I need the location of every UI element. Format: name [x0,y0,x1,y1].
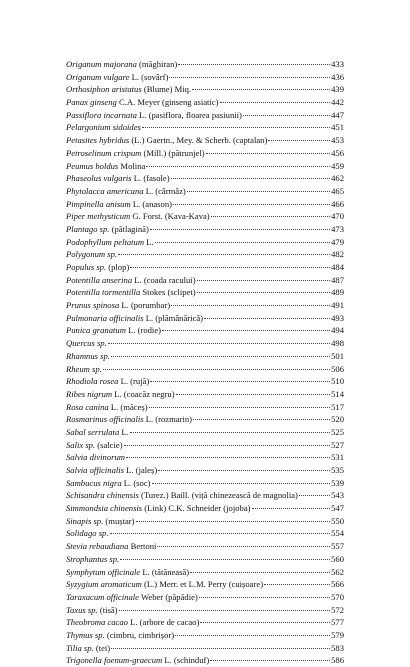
scientific-name: Rheum sp. [66,363,102,374]
entry-name [66,71,168,84]
common-name: (muștar) [103,515,135,526]
page-number: 487 [331,274,344,285]
page-number: 586 [331,655,344,666]
scientific-name: Podophyllum peltatum [66,236,145,247]
entry-name [66,553,119,566]
entry-name [66,83,191,96]
toc-entry [66,236,344,249]
scientific-name: Panax ginseng [66,97,117,108]
dot-leader [142,127,330,128]
page-number: 520 [331,414,344,425]
entry-name [66,439,123,452]
dot-leader [210,660,330,661]
entry-name [66,654,209,667]
toc-entry [66,426,344,439]
entry-name [66,527,109,540]
common-name: L. (rujă) [118,376,150,387]
dot-leader [118,254,330,255]
dot-leader [197,292,330,293]
scientific-name: Piper methysticum [66,211,131,222]
page-number: 491 [331,300,344,311]
scientific-name: Simmondsia chinensis [66,503,143,514]
common-name: Molina [118,160,146,171]
scientific-name: Theobroma cacao [66,617,128,628]
scientific-name: Orthosiphon aristatus [66,84,142,95]
toc-entry [66,515,344,528]
dot-leader [108,343,330,344]
entry-name [66,96,219,109]
scientific-name: Stevia rebaudiana [66,541,129,552]
dot-leader [193,419,330,420]
toc-entry [66,147,344,160]
common-name: L. (plămânărică) [143,312,203,323]
scientific-name: Origanum majorana [66,59,137,69]
entry-name [66,426,129,439]
toc-entry [66,58,344,71]
scientific-name: Quercus sp. [66,338,107,349]
scientific-name: Potentilla tormentilla [66,287,141,298]
dot-leader [252,508,331,509]
page-number: 479 [331,236,344,247]
dot-leader [268,140,330,141]
entry-name [66,464,157,477]
page-number: 562 [331,566,344,577]
toc-entry [66,134,344,147]
entry-name [66,58,177,71]
dot-leader [199,597,330,598]
page-number: 583 [331,642,344,653]
scientific-name: Thymus sp. [66,629,105,640]
common-name: L. (cârmâz) [143,185,186,196]
scientific-name: Salvia officinalis [66,465,125,475]
dot-leader [243,115,330,116]
toc-entry [66,489,344,502]
toc-entry [66,464,344,477]
toc-entry [66,274,344,287]
common-name: Stokes (sclipet) [140,287,196,298]
toc-entry [66,629,344,642]
toc-entry [66,96,344,109]
page-number: 501 [331,350,344,361]
toc-entry [66,71,344,84]
entry-name [66,604,118,617]
common-name: L. (soc) [121,477,151,488]
page-number: 525 [331,426,344,437]
common-name: L. (schinduf) [162,655,210,666]
toc-entry [66,527,344,540]
page-number: 466 [331,198,344,209]
page-number: 577 [331,617,344,628]
page-number: 439 [331,84,344,95]
toc-entry [66,413,344,426]
page-number: 572 [331,604,344,615]
dot-leader [176,394,331,395]
page-number: 531 [331,452,344,463]
toc-entry [66,121,344,134]
page-number: 459 [331,160,344,171]
common-name: L. [119,426,129,437]
toc-entry [66,642,344,655]
common-name: (salcie) [95,439,123,450]
toc-entry [66,451,344,464]
page-number: 489 [331,287,344,298]
entry-name [66,172,170,185]
toc-entry [66,375,344,388]
entry-name [66,121,141,134]
entry-name [66,375,149,388]
page-number: 465 [331,185,344,196]
entry-name [66,312,203,325]
page-number: 506 [331,363,344,374]
dot-leader [299,495,330,496]
common-name: L. (jaleș) [124,465,158,475]
common-name: C.A. Meyer (ginseng asiatic) [116,97,219,108]
dot-leader [146,166,330,167]
page-number: 570 [331,591,344,602]
scientific-name: Plantago sp. [66,223,110,234]
toc-entry [66,654,344,667]
dot-leader [158,470,330,471]
scientific-name: Sinapis sp. [66,515,104,526]
toc-entry [66,261,344,274]
dot-leader [130,432,330,433]
page-number: 451 [331,122,344,133]
scientific-name: Petasites hybridus [66,135,130,146]
common-name: (pătlagină) [109,223,149,234]
dot-leader [197,280,331,281]
scientific-name: Peumus boldus [66,160,119,171]
page-number: 539 [331,477,344,488]
entry-name [66,350,110,363]
scientific-name: Passiflora incarnata [66,109,137,120]
dot-leader [178,64,330,65]
entry-name [66,413,192,426]
page-number: 433 [331,59,344,69]
dot-leader [111,356,330,357]
toc-entry [66,566,344,579]
page-number: 535 [331,465,344,475]
toc-entry [66,363,344,376]
toc-entry [66,388,344,401]
page-number: 517 [331,401,344,412]
entry-name [66,198,172,211]
dot-leader [220,102,331,103]
dot-leader [162,330,330,331]
entry-name [66,477,151,490]
page-number: 550 [331,515,344,526]
common-name: L. (arbore de cacao) [127,617,200,628]
toc-entry [66,160,344,173]
page-number: 494 [331,325,344,336]
dot-leader [206,153,331,154]
entry-name [66,210,210,223]
entry-name [66,299,170,312]
scientific-name: Salix sp. [66,439,96,450]
entry-name [66,629,174,642]
page-number: 447 [331,109,344,120]
scientific-name: Phaseolus vulgaris [66,173,132,184]
dot-leader [187,191,330,192]
entry-name [66,236,154,249]
scientific-name: Pelargonium sidoides [66,122,141,133]
toc-entry [66,502,344,515]
dot-leader [110,533,331,534]
common-name: L. (fasole) [131,173,170,184]
dot-leader [155,242,331,243]
common-name: L. (anason) [130,198,172,209]
scientific-name: Taraxacum officinale [66,591,139,602]
dot-leader [204,318,330,319]
common-name: L. (coada racului) [132,274,196,285]
dot-leader [150,381,330,382]
dot-leader [211,216,330,217]
dot-leader [124,445,331,446]
page-number: 484 [331,262,344,272]
scientific-name: Taxus sp. [66,604,98,615]
common-name: L. (porumbar) [119,300,171,311]
common-name: (Link) C.K. Schneider (jojoba) [142,503,251,514]
dot-leader [171,305,330,306]
toc-entry [66,337,344,350]
toc-entry [66,312,344,325]
toc-entry [66,299,344,312]
entry-name [66,261,129,274]
entry-name [66,248,117,261]
dot-leader [126,457,330,458]
dot-leader [169,77,330,78]
scientific-name: Petroselinum crispum [66,147,142,158]
common-name: (plop) [106,262,130,272]
entry-name [66,337,107,350]
toc-entry [66,324,344,337]
dot-leader [175,635,330,636]
toc-entry [66,553,344,566]
page-number: 514 [331,388,344,399]
common-name: G. Forst. (Kava-Kava) [130,211,210,222]
scientific-name: Pimpinella anisum [66,198,131,209]
scientific-name: Salvia divinorum [66,452,125,463]
toc-entry [66,401,344,414]
common-name: (tei) [93,642,111,653]
scientific-name: Trigonella foenum-graecum [66,655,163,666]
common-name: Weber (păpădie) [138,591,198,602]
common-name: (L.) Merr. et L.M. Perry (cuișoare) [141,579,264,590]
entry-name [66,147,205,160]
page-number: 527 [331,439,344,450]
toc-entry [66,248,344,261]
dot-leader [103,369,330,370]
entry-name [66,489,298,502]
entry-name [66,540,156,553]
toc-entry [66,540,344,553]
common-name: (Blume) Miq. [141,84,192,95]
entry-name [66,160,145,173]
toc-entry [66,185,344,198]
page-number: 547 [331,503,344,514]
scientific-name: Phytolacca americana [66,185,144,196]
dot-leader [157,546,330,547]
scientific-name: Sambucus nigra [66,477,122,488]
entry-name [66,566,189,579]
dot-leader [149,407,330,408]
dot-leader [173,204,330,205]
scientific-name: Ribes nigrum [66,388,113,399]
entry-name [66,642,110,655]
toc-entry [66,198,344,211]
dot-leader [119,610,331,611]
scientific-name: Origanum vulgare [66,71,130,82]
entry-name [66,223,149,236]
entry-name [66,324,161,337]
entry-name [66,286,196,299]
common-name: L. (pasiflora, floarea pasiunii) [136,109,242,120]
page-number: 493 [331,312,344,323]
common-name: (cimbru, cimbrișor) [104,629,175,640]
scientific-name: Potentilla anserina [66,274,133,285]
scientific-name: Rhodiola rosea [66,376,119,387]
page-number: 579 [331,629,344,640]
scientific-name: Polygonum sp. [66,249,118,260]
page-number: 470 [331,211,344,222]
toc-entry [66,477,344,490]
entry-name [66,502,251,515]
scientific-name: Rhamnus sp. [66,350,110,361]
entry-name [66,274,196,287]
entry-name [66,388,175,401]
page-number: 473 [331,223,344,234]
dot-leader [111,648,330,649]
toc-entry [66,604,344,617]
common-name: (L.) Gaertn., Mey. & Scherb. (captalan) [129,135,268,146]
dot-leader [120,559,330,560]
toc-entry [66,223,344,236]
scientific-name: Rosmarinus officinalis [66,414,144,425]
common-name: (măghiran) [136,59,178,69]
page-number: 436 [331,71,344,82]
common-name: L. (măceș) [108,401,148,412]
dot-leader [171,178,331,179]
entry-name [66,185,186,198]
common-name: L. [144,236,154,247]
entry-name [66,515,135,528]
entry-name [66,109,242,122]
page-number: 557 [331,541,344,552]
scientific-name: Syzygium aromaticum [66,579,142,590]
dot-leader [150,229,330,230]
dot-leader [192,89,330,90]
entry-name [66,451,125,464]
page-number: 462 [331,173,344,184]
dot-leader [136,521,331,522]
page-number: 482 [331,249,344,260]
entry-name [66,578,263,591]
common-name: L. (rozmarin) [143,414,193,425]
entry-name [66,616,199,629]
page-number: 456 [331,147,344,158]
dot-leader [200,622,330,623]
scientific-name: Tilia sp. [66,642,94,653]
dot-leader [130,267,330,268]
common-name: L. (rodie) [125,325,161,336]
page-number: 554 [331,528,344,539]
scientific-name: Schisandra chinensis [66,490,139,501]
common-name: (Mill.) (pătrunjel) [141,147,205,158]
scientific-name: Pulmonaria officinalis [66,312,144,323]
entry-name [66,134,267,147]
toc-entry [66,439,344,452]
scientific-name: Symphytum officinale [66,566,141,577]
common-name: (tisă) [97,604,118,615]
entry-name [66,401,148,414]
page-number: 543 [331,490,344,501]
common-name: L. (tătăneasă) [140,566,190,577]
entry-name [66,363,102,376]
scientific-name: Strophantus sp. [66,553,120,564]
toc-entry [66,109,344,122]
toc-entry [66,172,344,185]
page-number: 442 [331,97,344,108]
page-number: 560 [331,553,344,564]
common-name: Bertoni [128,541,157,552]
scientific-name: Punica granatum [66,325,126,336]
scientific-name: Populus sp. [66,262,107,272]
toc-entry [66,83,344,96]
dot-leader [190,572,330,573]
page-number: 453 [331,135,344,146]
common-name: L. (coacăz negru) [112,388,175,399]
page-number: 498 [331,338,344,349]
dot-leader [152,483,331,484]
page-number: 510 [331,376,344,387]
scientific-name: Rosa canina [66,401,109,412]
dot-leader [264,584,330,585]
toc-entry [66,578,344,591]
table-of-contents [66,58,344,667]
toc-entry [66,286,344,299]
toc-entry [66,210,344,223]
common-name: (Turez.) Baill. (viță chinezească de magnolia) [138,490,298,501]
toc-entry [66,350,344,363]
scientific-name: Solidago sp. [66,528,109,539]
scientific-name: Sabal serrulata [66,426,120,437]
page-number: 566 [331,579,344,590]
toc-entry [66,616,344,629]
common-name: L. (sovârf) [129,71,169,82]
scientific-name: Prunus spinosa [66,300,120,311]
